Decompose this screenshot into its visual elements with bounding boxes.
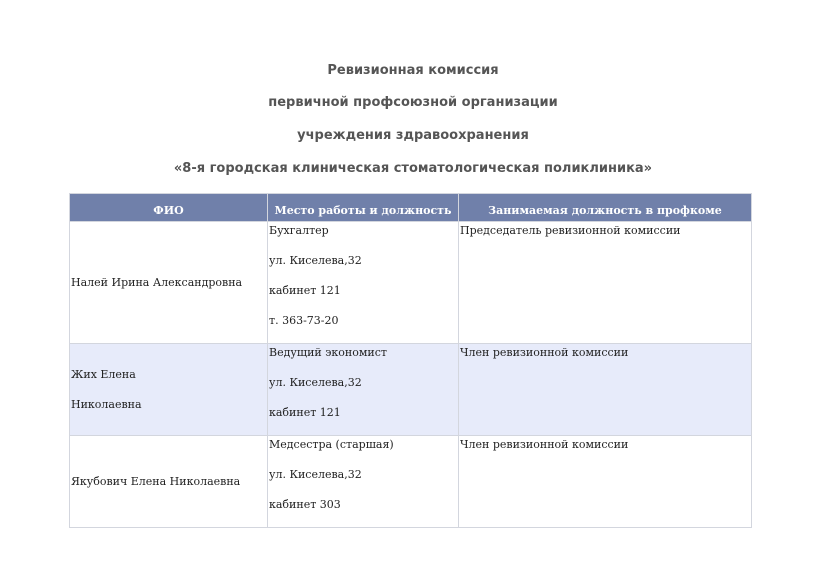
office-text: кабинет 121 (269, 284, 341, 297)
workplace-cell (268, 222, 459, 344)
name-text: Жих Елена (71, 367, 136, 381)
address-text: ул. Киселева,32 (269, 468, 362, 481)
office-text: кабинет 121 (269, 406, 341, 419)
union-role-cell (459, 344, 752, 436)
table-row (70, 344, 752, 436)
position-text: Ведущий экономист (269, 346, 387, 359)
name-cell (70, 436, 268, 528)
union-role-cell (459, 222, 752, 344)
heading-line-3: учреждения здравоохранения (297, 128, 529, 143)
name-text: Николаевна (71, 397, 142, 411)
table-row (70, 436, 752, 528)
address-text: ул. Киселева,32 (269, 376, 362, 389)
workplace-cell (268, 436, 459, 528)
position-text: Медсестра (старшая) (269, 438, 394, 451)
column-header-union-role: Занимаемая должность в профкоме (459, 194, 752, 222)
name-cell (70, 344, 268, 436)
address-text: ул. Киселева,32 (269, 254, 362, 267)
office-text: кабинет 303 (269, 498, 341, 511)
workplace-cell (268, 344, 459, 436)
heading-line-4: «8-я городская клиническая стоматологическая поликлиника» (173, 161, 653, 176)
union-role-cell (459, 436, 752, 528)
heading-line-2: первичной профсоюзной организации (268, 95, 558, 110)
column-header-workplace: Место работы и должность (268, 194, 459, 222)
table-row (70, 222, 752, 344)
name-text: Якубович Елена Николаевна (71, 474, 241, 488)
position-text: Бухгалтер (269, 224, 329, 237)
name-text: Налей Ирина Александровна (71, 275, 243, 289)
column-header-name: ФИО (70, 194, 268, 222)
table-header-row (70, 194, 752, 222)
phone-text: т. 363-73-20 (269, 314, 339, 327)
commission-table (69, 193, 752, 528)
name-cell (70, 222, 268, 344)
union-role-text: Член ревизионной комиссии (460, 438, 629, 451)
union-role-text: Член ревизионной комиссии (460, 346, 629, 359)
heading-line-1: Ревизионная комиссия (327, 63, 499, 78)
union-role-text: Председатель ревизионной комиссии (460, 224, 681, 237)
